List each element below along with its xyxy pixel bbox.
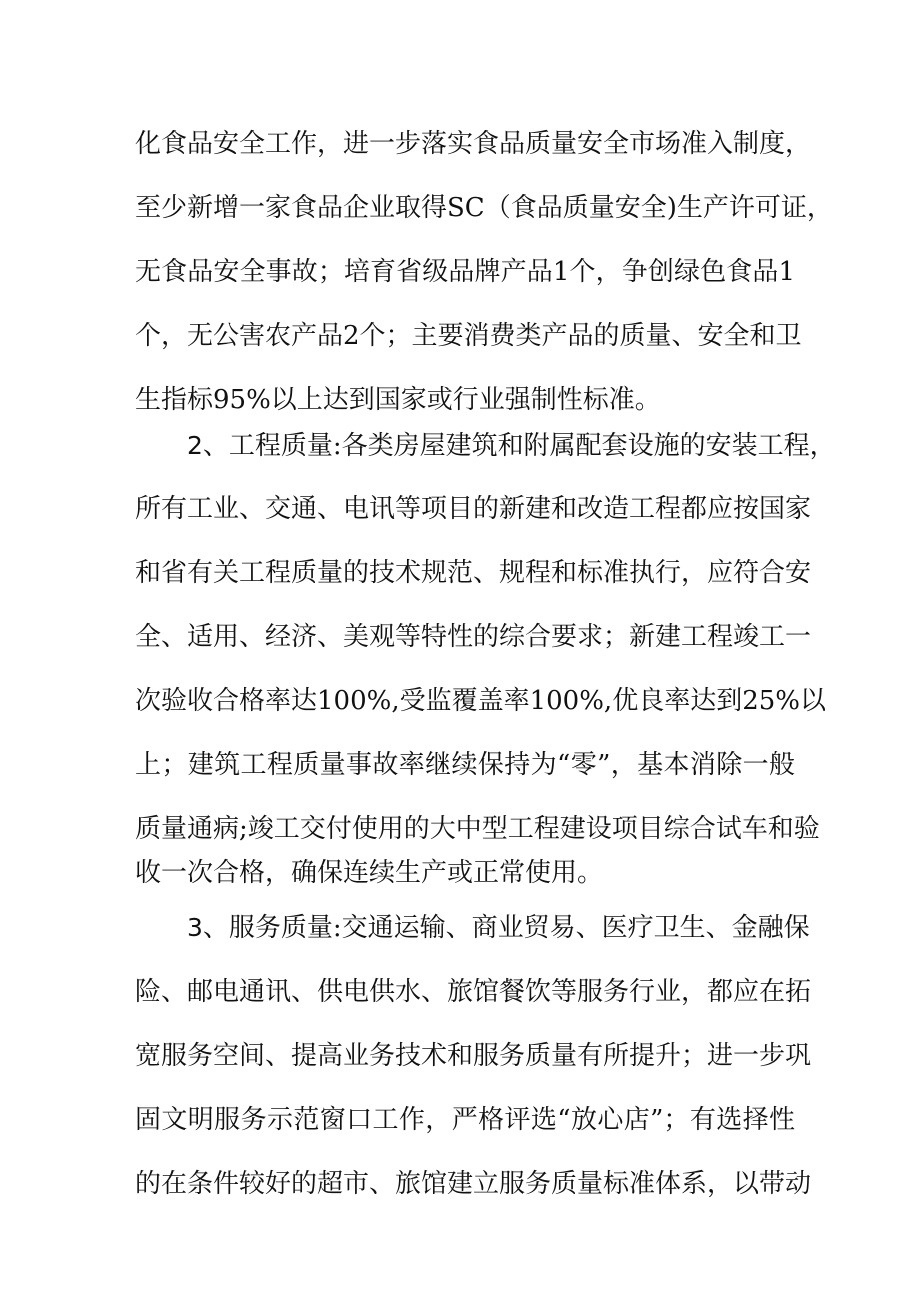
paragraph-3-line-3: 宽服务空间、提高业务技术和服务质量有所提升；进一步巩 xyxy=(135,1041,812,1071)
paragraph-3-line-4: 固文明服务示范窗口工作，严格评选“放心店”；有选择性 xyxy=(135,1105,795,1135)
paragraph-2-line-6: 上；建筑工程质量事故率继续保持为“零”，基本消除一般 xyxy=(135,750,795,780)
paragraph-1-line-1: 化食品安全工作，进一步落实食品质量安全市场准入制度， xyxy=(135,129,812,159)
paragraph-2-line-8: 收一次合格，确保连续生产或正常使用。 xyxy=(135,858,604,888)
paragraph-1-line-5: 生指标95%以上达到国家或行业强制性标准。 xyxy=(135,385,661,415)
paragraph-2-line-5: 次验收合格率达100%,受监覆盖率100%,优良率达到25%以 xyxy=(135,686,826,716)
paragraph-2-line-1 xyxy=(187,426,836,466)
paragraph-2-line-3: 和省有关工程质量的技术规范、规程和标准执行，应符合安 xyxy=(135,558,812,588)
paragraph-3-line-2: 险、邮电通讯、供电供水、旅馆餐饮等服务行业，都应在拓 xyxy=(135,977,812,1007)
paragraph-1-line-3: 无食品安全事故；培育省级品牌产品1个，争创绿色食品1 xyxy=(135,257,795,287)
paragraph-3-line-5: 的在条件较好的超市、旅馆建立服务质量标准体系，以带动 xyxy=(135,1169,812,1199)
paragraph-2-line-4: 全、适用、经济、美观等特性的综合要求；新建工程竣工一 xyxy=(135,622,812,652)
paragraph-2-heading-text: 、工程质量:各类房屋建筑和附属配套设施的安装工程， xyxy=(202,431,836,461)
paragraph-2-line-7: 质量通病;竣工交付使用的大中型工程建设项目综合试车和验 xyxy=(135,814,820,844)
paragraph-3-line-1 xyxy=(187,908,810,948)
paragraph-3-heading-text: 、服务质量:交通运输、商业贸易、医疗卫生、金融保 xyxy=(202,913,810,943)
paragraph-2-line-2: 所有工业、交通、电讯等项目的新建和改造工程都应按国家 xyxy=(135,494,812,524)
paragraph-1-line-2: 至少新增一家食品企业取得SC（食品质量安全)生产许可证， xyxy=(135,193,833,223)
paragraph-2-number: 2 xyxy=(187,431,203,460)
paragraph-1-line-4: 个，无公害农产品2个；主要消费类产品的质量、安全和卫 xyxy=(135,321,802,351)
paragraph-3-number: 3 xyxy=(187,913,203,942)
